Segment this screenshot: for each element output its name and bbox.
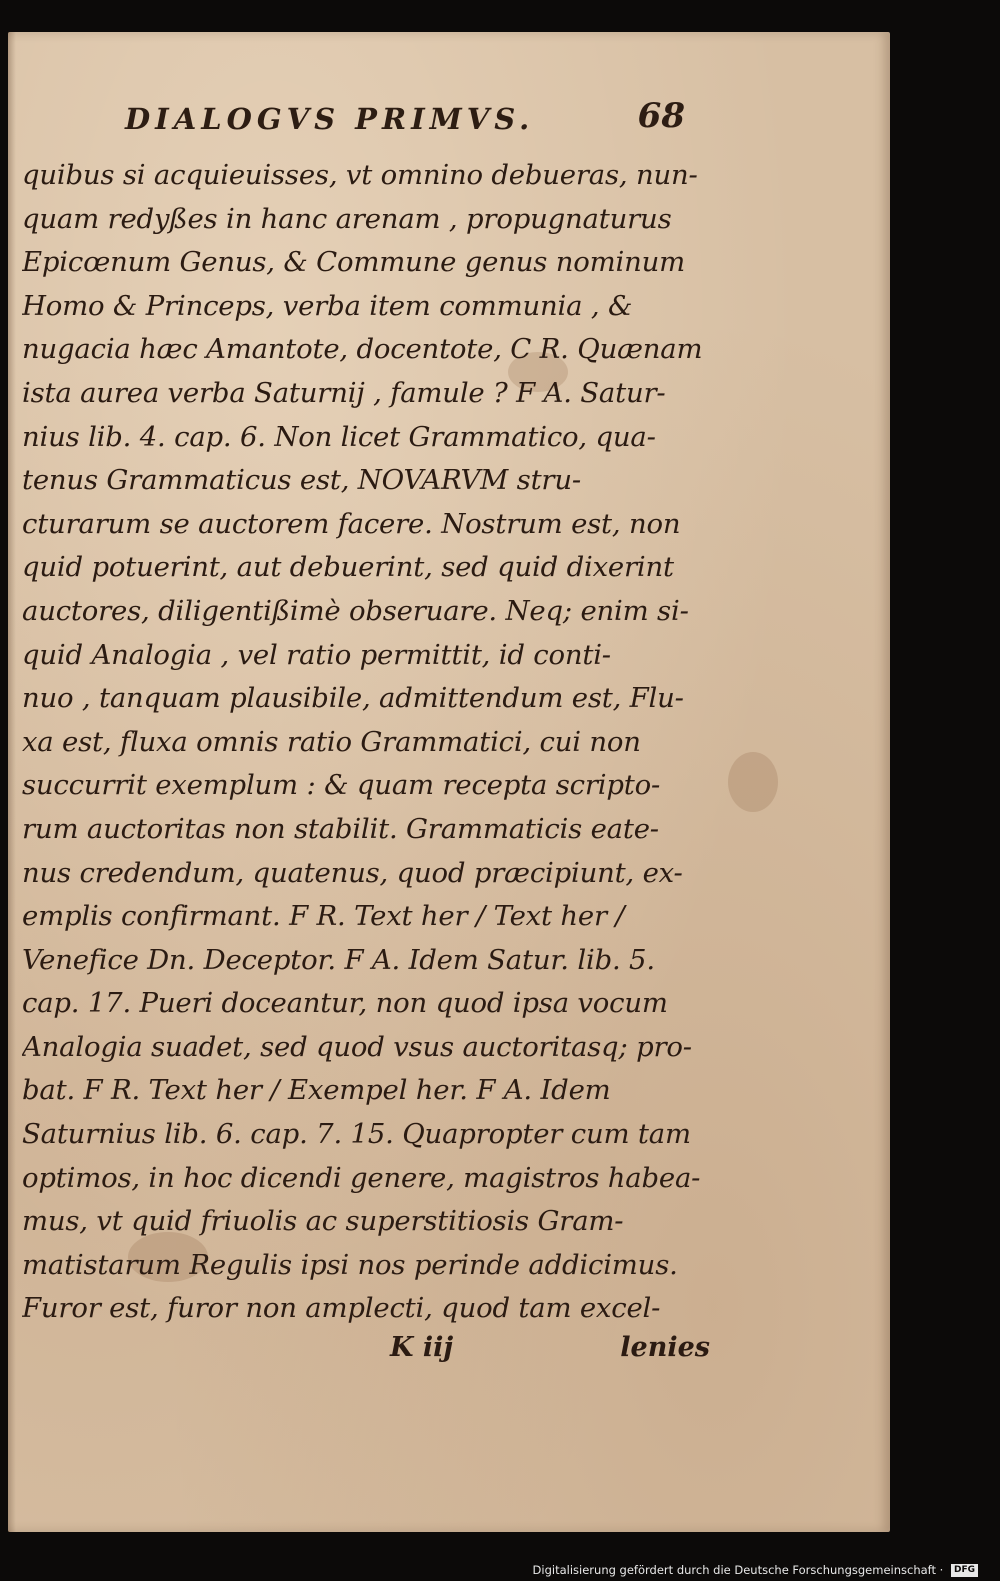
page-gutter-shadow (8, 32, 16, 1532)
running-head: DIALOGVS PRIMVS. (125, 102, 535, 136)
text-line: Epicœnum Genus, & Commune genus nominum (22, 246, 685, 279)
text-line: optimos, in hoc dicendi genere, magistros habea- (22, 1161, 701, 1194)
text-line: ista aurea verba Saturnij , famule ? F A. Satur- (22, 376, 666, 409)
text-line: nius lib. 4. cap. 6. Non licet Grammatico, qua- (22, 420, 656, 453)
text-line: Homo & Princeps, verba item communia , & (22, 289, 633, 322)
body-text (22, 154, 702, 1331)
page-footer (380, 1332, 710, 1372)
text-line: nus credendum, quatenus, quod præcipiunt, ex- (22, 856, 683, 889)
text-line: tenus Grammaticus est, NOVARVM stru- (22, 464, 581, 497)
page-header (125, 96, 685, 146)
text-line: quibus si acquieuisses, vt omnino debueras, nun- (22, 159, 698, 191)
text-line: Venefice Dn. Deceptor. F A. Idem Satur. lib. 5. (22, 943, 655, 976)
paper-stain (728, 752, 778, 812)
text-line: cturarum se auctorem facere. Nostrum est, non (22, 507, 681, 540)
text-line: nuo , tanquam plausibile, admittendum est, Flu- (22, 682, 684, 715)
funding-credit: Digitalisierung gefördert durch die Deutsche Forschungsgemeinschaft · DFG (533, 1560, 978, 1581)
text-line: quid Analogia , vel ratio permittit, id conti- (22, 638, 611, 671)
funding-credit-text: Digitalisierung gefördert durch die Deutsche Forschungsgemeinschaft (532, 1563, 937, 1577)
text-line: Analogia suadet, sed quod vsus auctoritasq; pro- (22, 1030, 692, 1063)
text-line: xa est, fluxa omnis ratio Grammatici, cui non (22, 725, 641, 758)
text-line: matistarum Regulis ipsi nos perinde addicimus. (22, 1248, 678, 1281)
text-line: Saturnius lib. 6. cap. 7. 15. Quapropter cum tam (22, 1118, 691, 1151)
text-line: cap. 17. Pueri doceantur, non quod ipsa vocum (22, 987, 668, 1020)
text-line: mus, vt quid friuolis ac superstitiosis Gram- (22, 1205, 624, 1238)
text-line: succurrit exemplum : & quam recepta scripto- (22, 769, 661, 802)
text-line: Furor est, furor non amplecti, quod tam excel- (22, 1292, 661, 1325)
text-line: emplis confirmant. F R. Text her / Text her / (22, 900, 625, 933)
text-line: bat. F R. Text her / Exempel her. F A. Idem (22, 1074, 611, 1107)
catchword: lenies (620, 1332, 710, 1363)
text-line: quid potuerint, aut debuerint, sed quid dixerint (22, 551, 674, 584)
signature-mark: K iij (390, 1332, 454, 1363)
text-line: rum auctoritas non stabilit. Grammaticis eate- (22, 812, 659, 845)
text-line: auctores, diligentißimè obseruare. Neq; enim si- (22, 594, 689, 627)
page-number: 68 (637, 96, 685, 136)
text-line: quam redyßes in hanc arenam , propugnaturus (22, 202, 672, 235)
dfg-logo: DFG (951, 1564, 978, 1577)
text-line: nugacia hæc Amantote, docentote, C R. Quænam (22, 333, 702, 366)
